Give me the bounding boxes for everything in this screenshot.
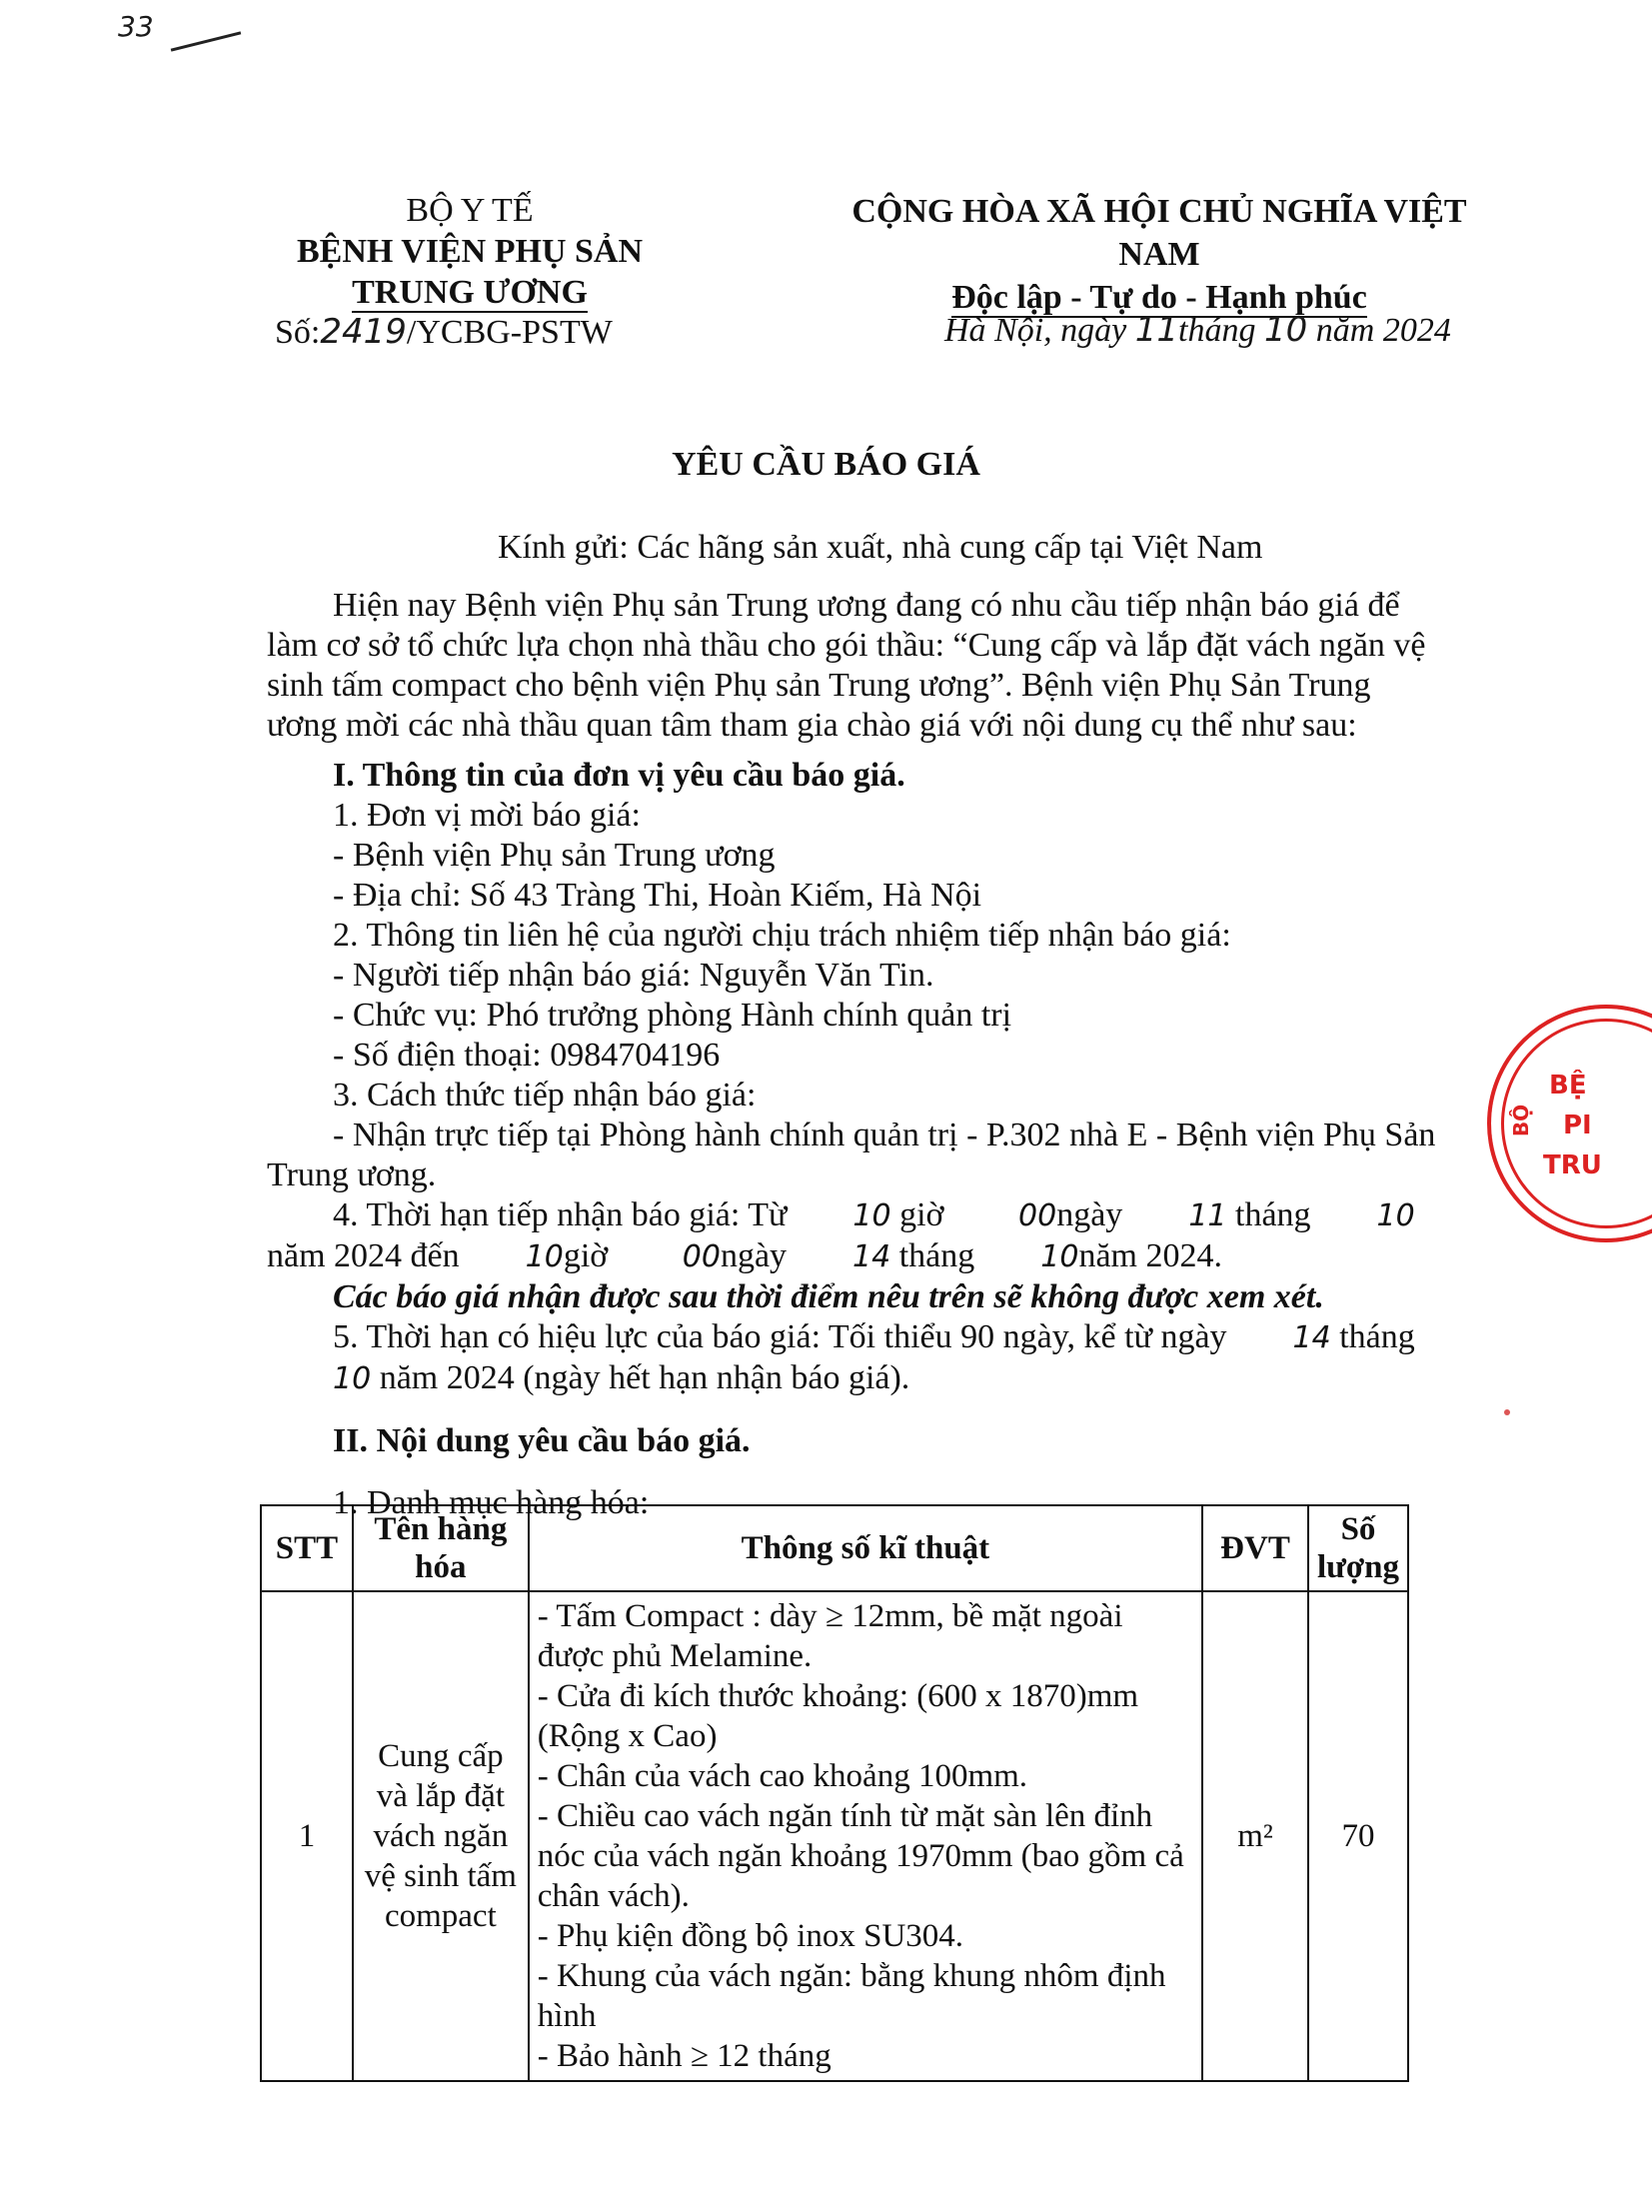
doc-number-handwritten: 2419 (320, 312, 407, 352)
hospital-name-line2: TRUNG ƯƠNG (352, 274, 588, 311)
date-day-handwritten: 11 (1134, 310, 1179, 350)
ministry-name: BỘ Y TẾ (406, 192, 534, 229)
handwritten-end-hour: 10 (525, 1239, 564, 1274)
stamp-text: PI (1563, 1110, 1592, 1140)
section2-heading: II. Nội dung yêu cầu báo giá. (333, 1422, 751, 1459)
national-header (820, 190, 1499, 319)
section2-item1: 1. Danh mục hàng hóa: (333, 1484, 650, 1521)
national-motto: Độc lập - Tự do - Hạnh phúc (951, 279, 1367, 316)
spec-line: - Bảo hành ≥ 12 tháng (537, 2038, 831, 2074)
stamp-text: BỆ (1549, 1071, 1587, 1101)
cell-item-name: Cung cấp và lắp đặt vách ngăn vệ sinh tấm compact (353, 1591, 529, 2081)
deadline-text-c: ngày (1056, 1196, 1123, 1233)
header-item-name: Tên hàng hóa (353, 1505, 529, 1591)
deadline-text-i: năm 2024. (1078, 1237, 1223, 1274)
section1-item3: 3. Cách thức tiếp nhận báo giá: (333, 1077, 757, 1113)
contact-position: - Chức vụ: Phó trưởng phòng Hành chính quản trị (333, 997, 1012, 1034)
handwritten-start-minute: 00 (1018, 1198, 1057, 1233)
validity-text-a: 5. Thời hạn có hiệu lực của báo giá: Tối thiểu 90 ngày, kể từ ngày (333, 1318, 1227, 1355)
doc-number-suffix: /YCBG-PSTW (406, 314, 613, 351)
hospital-name-line1: BỆNH VIỆN PHỤ SẢN (296, 233, 644, 270)
ink-speck (1504, 1409, 1510, 1415)
section1-item2: 2. Thông tin liên hệ của người chịu trách nhiệm tiếp nhận báo giá: (333, 917, 1231, 954)
document-body (267, 586, 1446, 1523)
country-name: CỘNG HÒA XÃ HỘI CHỦ NGHĨA VIỆT NAM (851, 193, 1467, 273)
handwritten-end-day: 14 (852, 1239, 891, 1274)
document-title: YÊU CẦU BÁO GIÁ (672, 446, 980, 483)
deadline-text-a: 4. Thời hạn tiếp nhận báo giá: Từ (333, 1196, 788, 1233)
contact-person: - Người tiếp nhận báo giá: Nguyễn Văn Tin. (333, 957, 934, 994)
deadline-text-e: năm 2024 đến (267, 1237, 460, 1274)
handwritten-corner-note: 33 (118, 10, 154, 43)
deadline-text-g: ngày (720, 1237, 788, 1274)
stamp-text: TRU (1543, 1150, 1602, 1180)
issue-date (944, 310, 1451, 350)
header-quantity: Số lượng (1308, 1505, 1408, 1591)
spec-line: - Phụ kiện đồng bộ inox SU304. (537, 1918, 964, 1954)
spec-line: - Tấm Compact : dày ≥ 12mm, bề mặt ngoài được phủ Melamine. (537, 1598, 1123, 1674)
cell-unit: m² (1202, 1591, 1308, 2081)
stamp-text: BỘ (1509, 1104, 1534, 1137)
late-quote-note: Các báo giá nhận được sau thời điểm nêu trên sẽ không được xem xét. (333, 1278, 1324, 1315)
issuer-header (250, 190, 690, 313)
handwritten-end-month: 10 (1040, 1239, 1079, 1274)
red-stamp (1487, 1005, 1652, 1242)
receive-method: - Nhận trực tiếp tại Phòng hành chính quản trị - P.302 nhà E - Bệnh viện Phụ Sản Trung ương. (267, 1116, 1436, 1193)
handwritten-validity-month: 10 (333, 1361, 372, 1396)
spec-line: - Cửa đi kích thước khoảng: (600 x 1870)mm (Rộng x Cao) (537, 1678, 1139, 1754)
goods-table (260, 1504, 1409, 2082)
validity-text-c: năm 2024 (ngày hết hạn nhận báo giá). (371, 1359, 910, 1396)
header-spec: Thông số kĩ thuật (529, 1505, 1202, 1591)
section1-heading: I. Thông tin của đơn vị yêu cầu báo giá. (333, 757, 905, 794)
header-unit: ĐVT (1202, 1505, 1308, 1591)
cell-stt: 1 (261, 1591, 353, 2081)
date-month-word: tháng (1178, 312, 1264, 349)
document-number (275, 312, 613, 352)
handwritten-start-hour: 10 (852, 1198, 891, 1233)
header-stt: STT (261, 1505, 353, 1591)
deadline-text-b: giờ (890, 1196, 953, 1233)
section1-item4 (267, 1195, 1446, 1277)
handwritten-stroke (171, 31, 242, 51)
handwritten-start-day: 11 (1188, 1198, 1227, 1233)
table-row (261, 1591, 1408, 2081)
spec-line: - Khung của vách ngăn: bằng khung nhôm định hình (537, 1958, 1166, 2034)
spec-line: - Chiều cao vách ngăn tính từ mặt sàn lên đỉnh nóc của vách ngăn khoảng 1970mm (bao gồm cả chân vách). (537, 1798, 1184, 1914)
recipient-line: Kính gửi: Các hãng sản xuất, nhà cung cấp tại Việt Nam (498, 529, 1263, 566)
date-month-handwritten: 10 (1264, 310, 1308, 350)
deadline-text-d: tháng (1226, 1196, 1311, 1233)
handwritten-validity-day: 14 (1292, 1320, 1331, 1355)
unit-address: - Địa chỉ: Số 43 Tràng Thi, Hoàn Kiếm, Hà Nội (333, 877, 982, 914)
section1-item5 (267, 1317, 1446, 1399)
date-prefix: Hà Nội, ngày (944, 312, 1135, 349)
spec-line: - Chân của vách cao khoảng 100mm. (537, 1758, 1028, 1794)
validity-text-b: tháng (1330, 1318, 1415, 1355)
section1-item1: 1. Đơn vị mời báo giá: (333, 797, 641, 834)
intro-paragraph: Hiện nay Bệnh viện Phụ sản Trung ương đang có nhu cầu tiếp nhận báo giá để làm cơ sở tổ chức lựa chọn nhà thầu cho gói thầu: “Cung cấp và lắp đặt vách ngăn vệ sinh tấm compact cho bệnh viện Phụ sản Trung ương”. Bệnh viện Phụ Sản Trung ương mời các nhà thầu quan tâm tham gia chào giá với nội dung cụ thể như sau: (267, 587, 1426, 744)
handwritten-end-minute: 00 (682, 1239, 721, 1274)
cell-spec (529, 1591, 1202, 2081)
deadline-text-f: giờ (563, 1237, 617, 1274)
date-year: năm 2024 (1307, 312, 1451, 349)
contact-phone: - Số điện thoại: 0984704196 (333, 1037, 721, 1074)
unit-name: - Bệnh viện Phụ sản Trung ương (333, 837, 776, 874)
cell-quantity: 70 (1308, 1591, 1408, 2081)
handwritten-start-month: 10 (1376, 1198, 1415, 1233)
table-header-row (261, 1505, 1408, 1591)
doc-number-prefix: Số: (275, 314, 321, 351)
deadline-text-h: tháng (890, 1237, 975, 1274)
